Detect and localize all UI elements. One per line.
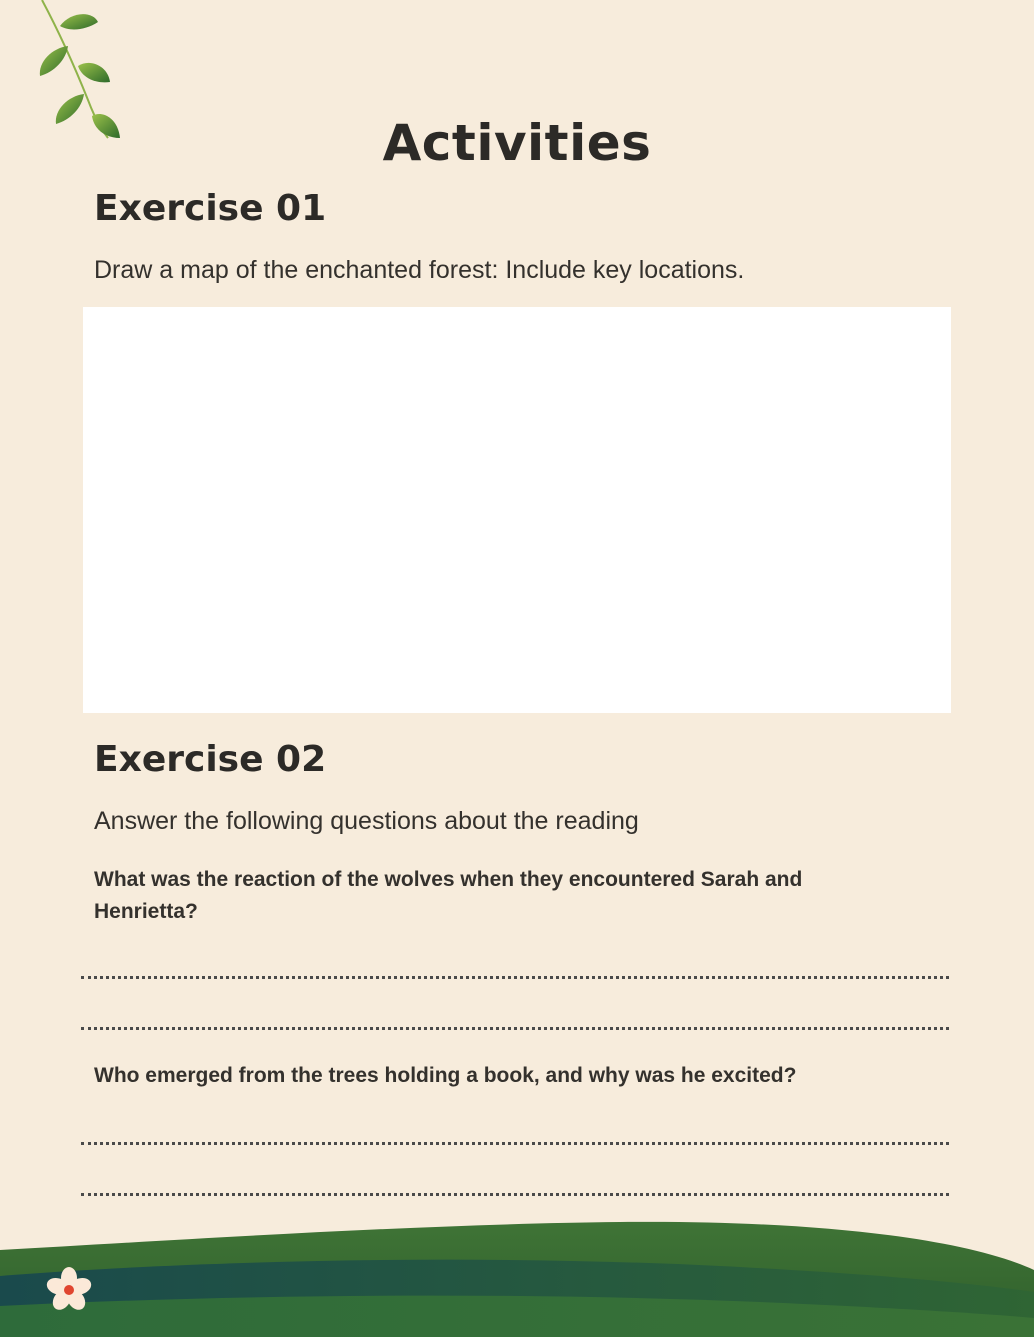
exercise-1-heading: Exercise 01 <box>94 188 327 229</box>
answer-line-2a[interactable] <box>81 1142 949 1145</box>
page-title: Activities <box>382 114 652 172</box>
answer-line-1a[interactable] <box>81 976 949 979</box>
map-drawing-area[interactable] <box>83 307 951 713</box>
answer-line-2b[interactable] <box>81 1193 949 1196</box>
exercise-1-instruction: Draw a map of the enchanted forest: Include key locations. <box>94 256 745 284</box>
question-2: Who emerged from the trees holding a book, and why was he excited? <box>94 1064 797 1087</box>
exercise-2-heading: Exercise 02 <box>94 739 327 780</box>
exercise-2-instruction: Answer the following questions about the reading <box>94 807 639 835</box>
answer-line-1b[interactable] <box>81 1027 949 1030</box>
question-1: What was the reaction of the wolves when they encountered Sarah and Henrietta? <box>94 868 803 923</box>
green-hills-decoration <box>0 1210 1034 1337</box>
